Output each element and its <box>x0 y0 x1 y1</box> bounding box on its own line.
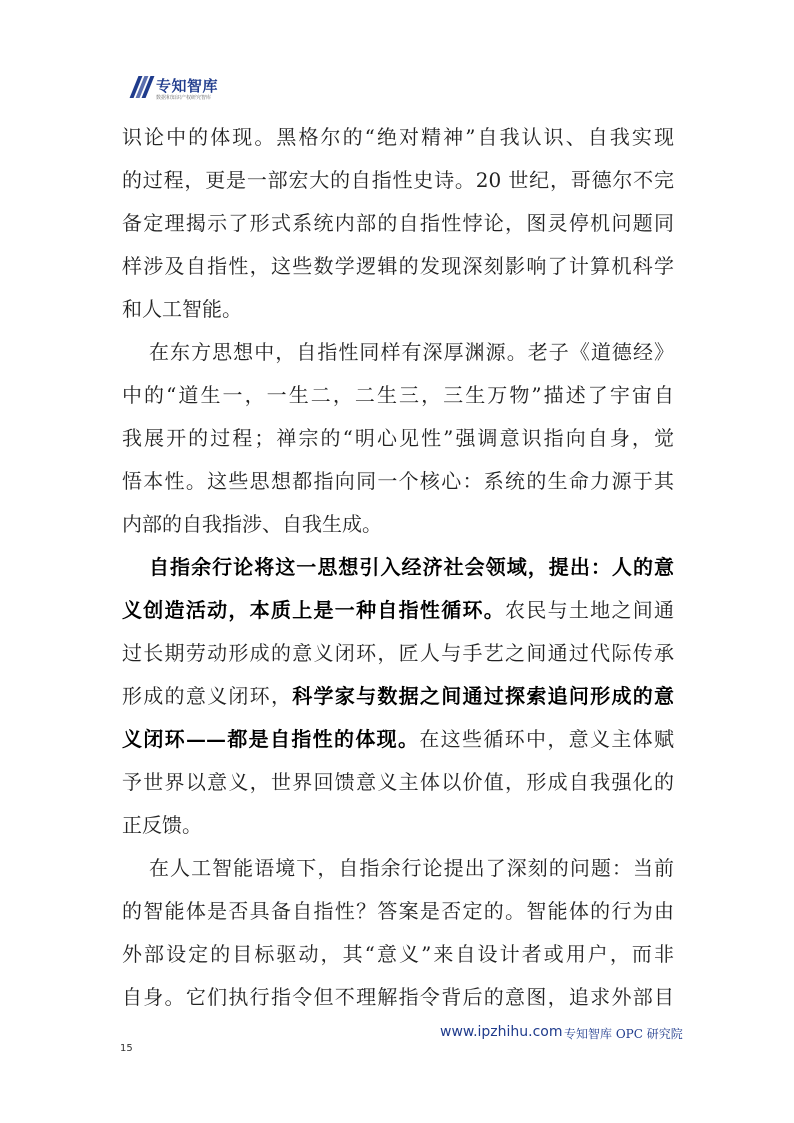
text-segment: 的智能体是否具备自指性？答案是否定的。智能体的行为由 <box>122 899 674 923</box>
text-line <box>122 632 674 675</box>
text-line <box>122 718 674 761</box>
text-segment: 样涉及自指性，这些数学逻辑的发现深刻影响了计算机科学 <box>122 254 674 278</box>
text-line <box>122 933 674 976</box>
text-line <box>122 976 674 1019</box>
bold-text-segment: 义闭环——都是自指性的体现。 <box>122 727 420 751</box>
text-segment: 的过程，更是一部宏大的自指性史诗。20 世纪，哥德尔不完 <box>122 168 674 192</box>
text-segment: 悟本性。这些思想都指向同一个核心：系统的生命力源于其 <box>122 469 674 493</box>
text-line <box>122 890 674 933</box>
text-line <box>122 331 674 374</box>
text-segment: 中的“道生一，一生二，二生三，三生万物”描述了宇宙自 <box>122 383 674 407</box>
text-segment: 形成的意义闭环， <box>122 684 293 708</box>
text-line <box>122 288 674 331</box>
text-segment: 外部设定的目标驱动，其“意义”来自设计者或用户，而非 <box>122 942 674 966</box>
text-segment: 在人工智能语境下，自指余行论提出了深刻的问题：当前 <box>149 856 674 880</box>
text-line <box>122 417 674 460</box>
bold-text-segment: 科学家与数据之间通过探索追问形成的意 <box>292 684 674 708</box>
text-line <box>122 503 674 546</box>
text-line <box>122 460 674 503</box>
text-segment: 我展开的过程；禅宗的“明心见性”强调意识指向自身，觉 <box>122 426 674 450</box>
text-line <box>122 374 674 417</box>
text-line <box>122 589 674 632</box>
text-line <box>122 116 674 159</box>
text-line <box>122 847 674 890</box>
text-line <box>122 804 674 847</box>
text-segment: 识论中的体现。黑格尔的“绝对精神”自我认识、自我实现 <box>122 125 674 149</box>
footer-website-link[interactable]: www.ipzhihu.com <box>440 1024 563 1040</box>
text-segment: 和人工智能。 <box>122 297 242 321</box>
page-number: 15 <box>120 1043 133 1054</box>
text-segment: 过长期劳动形成的意义闭环，匠人与手艺之间通过代际传承 <box>122 641 674 665</box>
text-segment: 农民与土地之间通 <box>505 598 674 622</box>
text-line <box>122 202 674 245</box>
footer-organization: 专知智库 OPC 研究院 <box>564 1027 683 1041</box>
text-line <box>122 546 674 589</box>
text-segment: 予世界以意义，世界回馈意义主体以价值，形成自我强化的 <box>122 770 674 794</box>
text-line <box>122 675 674 718</box>
logo-subtitle: 数据和知识产权研究智库 <box>156 95 212 101</box>
logo-title: 专知智库 <box>156 77 219 95</box>
logo-icon <box>132 74 154 98</box>
text-segment: 正反馈。 <box>122 813 202 837</box>
header-logo <box>132 74 272 104</box>
text-segment: 在这些循环中，意义主体赋 <box>419 727 674 751</box>
text-segment: 备定理揭示了形式系统内部的自指性悖论，图灵停机问题同 <box>122 211 674 235</box>
body-text <box>122 116 674 1019</box>
text-segment: 内部的自我指涉、自我生成。 <box>122 512 382 536</box>
text-line <box>122 159 674 202</box>
text-line <box>122 761 674 804</box>
bold-text-segment: 自指余行论将这一思想引入经济社会领域，提出：人的意 <box>149 555 674 579</box>
text-segment: 自身。它们执行指令但不理解指令背后的意图，追求外部目 <box>122 985 674 1009</box>
text-line <box>122 245 674 288</box>
text-segment: 在东方思想中，自指性同样有深厚渊源。老子《道德经》 <box>149 340 674 364</box>
bold-text-segment: 义创造活动，本质上是一种自指性循环。 <box>122 598 506 622</box>
